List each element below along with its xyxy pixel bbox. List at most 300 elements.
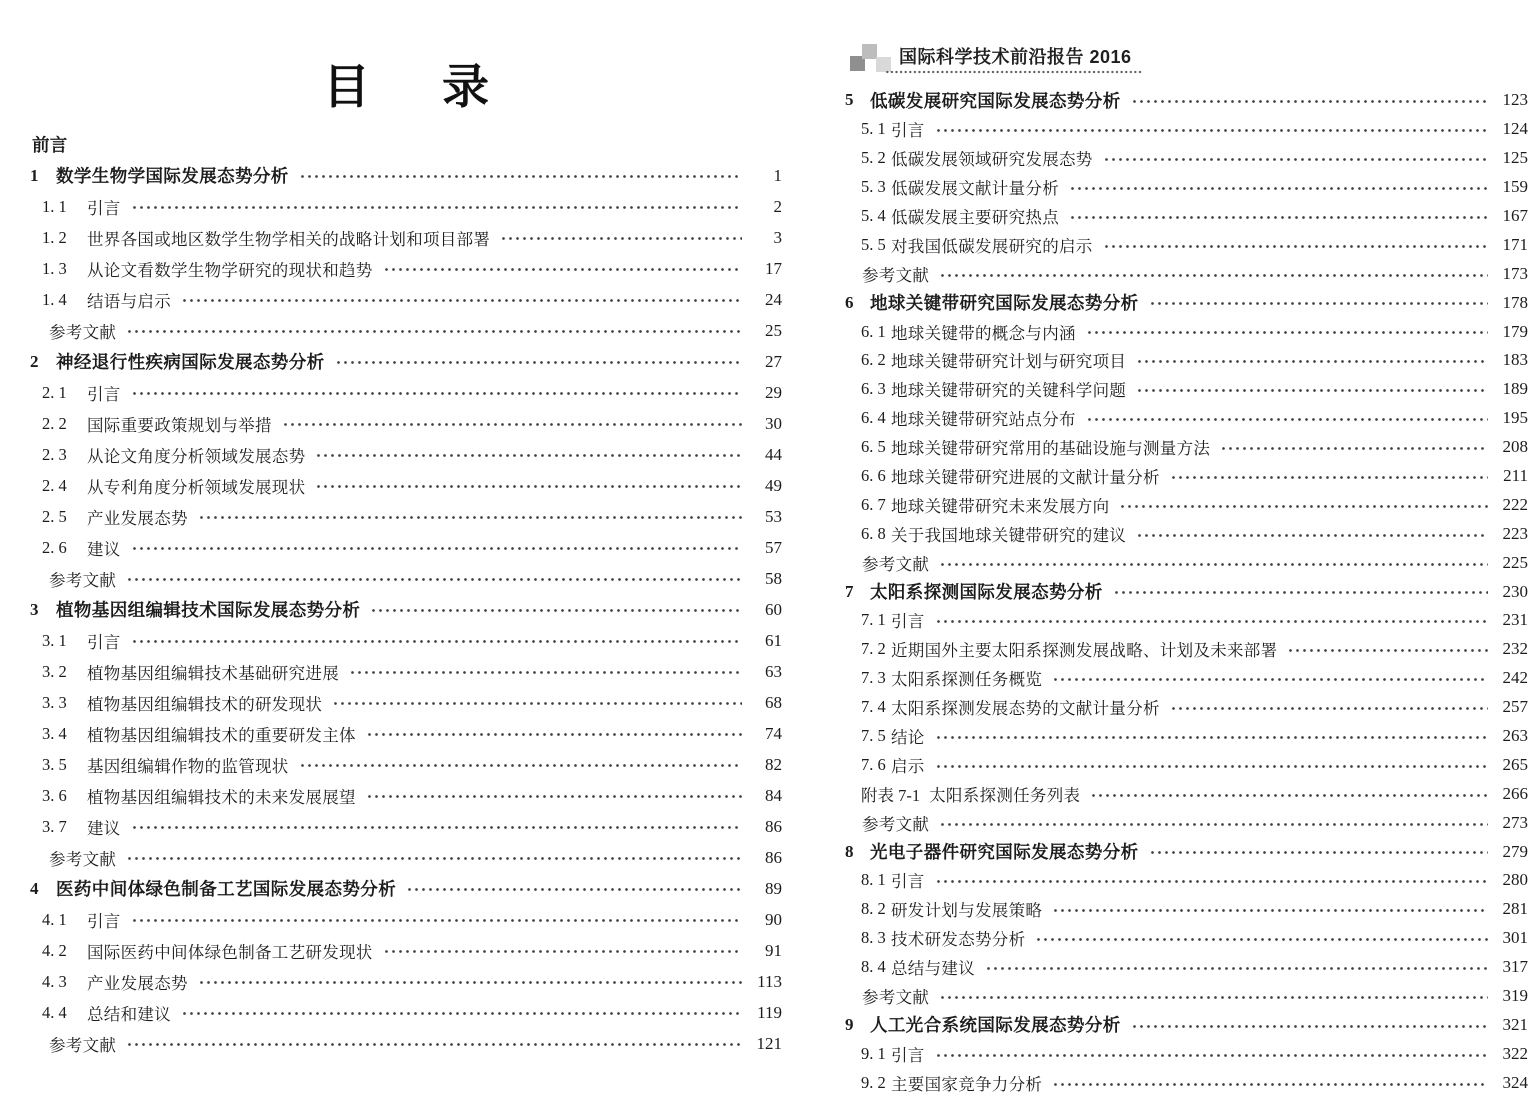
dotted-leader: [1086, 404, 1488, 433]
toc-entry: [845, 202, 1528, 231]
entry-title: 结论: [891, 728, 925, 748]
toc-entry: [845, 1068, 1528, 1097]
entry-page-number: 222: [1502, 494, 1528, 514]
entry-number: 6: [845, 292, 854, 312]
dotted-leader: [181, 997, 742, 1028]
entry-number: 7. 3: [861, 668, 886, 688]
toc-entry: [845, 750, 1528, 779]
entry-page-number: 61: [765, 630, 782, 650]
entry-number: 3. 6: [42, 785, 67, 805]
entry-title: 引言: [87, 632, 121, 652]
entry-title: 前言: [32, 135, 68, 155]
entry-number: 2. 2: [42, 413, 67, 433]
entry-page-number: 225: [1502, 552, 1528, 572]
dotted-leader: [299, 749, 742, 780]
dotted-leader: [131, 532, 742, 563]
entry-title: 关于我国地球关键带研究的建议: [891, 525, 1127, 545]
dotted-leader: [939, 259, 1488, 288]
entry-title: 从专利角度分析领域发展现状: [87, 477, 306, 497]
toc-entry: [30, 501, 782, 532]
dotted-leader: [349, 656, 742, 687]
entry-number: 5. 2: [861, 148, 886, 168]
entry-title: 地球关键带研究未来发展方向: [891, 496, 1110, 516]
entry-page-number: 24: [765, 289, 782, 309]
entry-number: 7. 5: [861, 726, 886, 746]
toc-entry: [845, 779, 1528, 808]
entry-title: 参考文献: [862, 265, 930, 285]
entry-number: 6. 5: [861, 437, 886, 457]
toc-entry: [30, 191, 782, 222]
entry-number: 7. 1: [861, 610, 886, 630]
entry-title: 地球关键带研究国际发展态势分析: [870, 293, 1139, 314]
entry-page-number: 173: [1502, 263, 1528, 283]
toc-entry: [30, 160, 782, 191]
entry-number: 6. 3: [861, 379, 886, 399]
entry-title: 医药中间体绿色制备工艺国际发展态势分析: [56, 879, 397, 899]
toc-entry: [845, 86, 1528, 115]
entry-page-number: 232: [1502, 639, 1528, 659]
entry-title: 引言: [87, 384, 121, 404]
toc-entry: [845, 693, 1528, 722]
entry-page-number: 17: [765, 258, 782, 278]
toc-entry: [30, 656, 782, 687]
toc-entry: [845, 982, 1528, 1011]
toc-entry: [845, 462, 1528, 491]
entry-title: 地球关键带的概念与内涵: [891, 323, 1076, 343]
dotted-leader: [315, 439, 742, 470]
entry-title: 参考文献: [49, 570, 117, 590]
entry-number: 3. 5: [42, 754, 67, 774]
entry-title: 植物基因组编辑技术的重要研发主体: [87, 725, 356, 745]
entry-number: 8. 2: [861, 899, 886, 919]
left-page: [30, 0, 782, 1101]
toc-entry: [30, 284, 782, 315]
entry-page-number: 91: [765, 940, 782, 960]
dotted-leader: [126, 842, 742, 873]
entry-title: 太阳系探测国际发展态势分析: [870, 582, 1103, 603]
entry-page-number: 230: [1502, 581, 1528, 601]
entry-title: 光电子器件研究国际发展态势分析: [870, 842, 1139, 863]
entry-title: 参考文献: [862, 554, 930, 574]
entry-page-number: 171: [1502, 234, 1528, 254]
entry-number: 5. 1: [861, 119, 886, 139]
entry-title: 结语与启示: [87, 291, 171, 311]
entry-page-number: 121: [756, 1033, 782, 1053]
entry-number: 9. 1: [861, 1043, 886, 1063]
toc-entry: [30, 377, 782, 408]
entry-number: 2. 6: [42, 537, 67, 557]
toc-entry: [30, 811, 782, 842]
toc-entry: [30, 315, 782, 346]
entry-number: 6. 8: [861, 523, 886, 543]
toc-entry: [30, 129, 782, 160]
entry-number: 6. 2: [861, 350, 886, 370]
dotted-leader: [366, 780, 742, 811]
entry-title: 太阳系探测任务概览: [891, 670, 1043, 690]
dotted-leader: [383, 935, 742, 966]
toc-entry: [30, 222, 782, 253]
entry-number: 1. 3: [42, 258, 67, 278]
toc-entry: [30, 873, 782, 904]
entry-title: 参考文献: [49, 849, 117, 869]
entry-title: 植物基因组编辑技术基础研究进展: [87, 663, 339, 683]
dotted-leader: [131, 191, 742, 222]
header-square-mid-icon: [862, 44, 877, 59]
entry-number: 3. 4: [42, 723, 67, 743]
entry-title: 数学生物学国际发展态势分析: [56, 166, 289, 186]
dotted-leader: [198, 501, 742, 532]
toc-entry: [845, 722, 1528, 751]
dotted-leader: [366, 718, 742, 749]
toc-entry: [30, 997, 782, 1028]
entry-number: 6. 4: [861, 408, 886, 428]
dotted-leader: [335, 346, 743, 377]
entry-title: 国际医药中间体绿色制备工艺研发现状: [87, 942, 373, 962]
entry-page-number: 1: [773, 165, 782, 185]
entry-number: 2: [30, 351, 39, 371]
entry-page-number: 74: [765, 723, 782, 743]
entry-title: 人工光合系统国际发展态势分析: [870, 1015, 1121, 1036]
entry-title: 参考文献: [862, 988, 930, 1008]
entry-number: 3. 7: [42, 816, 67, 836]
entry-title: 地球关键带研究计划与研究项目: [891, 352, 1127, 372]
right-toc-list: [845, 86, 1528, 1097]
entry-title: 参考文献: [49, 322, 117, 342]
entry-number: 4. 2: [42, 940, 67, 960]
entry-page-number: 279: [1502, 841, 1528, 861]
toc-entry: [30, 842, 782, 873]
entry-number: 9: [845, 1014, 854, 1034]
entry-page-number: 263: [1502, 726, 1528, 746]
entry-page-number: 189: [1502, 379, 1528, 399]
toc-title-char-1: 目: [323, 62, 370, 114]
entry-title: 国际重要政策规划与举措: [87, 415, 272, 435]
entry-title: 植物基因组编辑技术国际发展态势分析: [56, 600, 361, 620]
toc-entry: [845, 115, 1528, 144]
entry-page-number: 211: [1503, 466, 1528, 486]
dotted-leader: [1287, 635, 1488, 664]
dotted-leader: [181, 284, 742, 315]
dotted-leader: [131, 377, 742, 408]
toc-entry: [845, 317, 1528, 346]
entry-page-number: 280: [1502, 870, 1528, 890]
dotted-leader: [282, 408, 742, 439]
dotted-leader: [935, 750, 1488, 779]
entry-page-number: 30: [765, 413, 782, 433]
entry-title: 总结与建议: [891, 959, 975, 979]
dotted-leader: [1136, 375, 1488, 404]
entry-page-number: 242: [1502, 668, 1528, 688]
entry-number: 附表 7-1: [861, 785, 921, 805]
dotted-leader: [1170, 462, 1488, 491]
dotted-leader: [198, 966, 742, 997]
entry-number: 7. 6: [861, 754, 886, 774]
toc-entry: [30, 966, 782, 997]
toc-entry: [30, 904, 782, 935]
dotted-leader: [935, 606, 1488, 635]
toc-entry: [845, 259, 1528, 288]
entry-title: 从论文角度分析领域发展态势: [87, 446, 306, 466]
entry-number: 8: [845, 841, 854, 861]
entry-title: 引言: [87, 911, 121, 931]
dotted-leader: [1090, 779, 1488, 808]
dotted-leader: [985, 953, 1488, 982]
entry-page-number: 178: [1502, 292, 1528, 312]
entry-title: 低碳发展研究国际发展态势分析: [870, 90, 1121, 111]
toc-entry: [845, 606, 1528, 635]
toc-entry: [845, 635, 1528, 664]
entry-page-number: 123: [1502, 90, 1528, 110]
toc-entry: [845, 1039, 1528, 1068]
entry-number: 7. 4: [861, 697, 886, 717]
entry-title: 植物基因组编辑技术的研发现状: [87, 694, 323, 714]
entry-number: 3: [30, 599, 39, 619]
toc-entry: [845, 519, 1528, 548]
dotted-leader: [1069, 202, 1488, 231]
entry-page-number: 281: [1502, 899, 1528, 919]
entry-title: 引言: [891, 612, 925, 632]
entry-title: 地球关键带研究常用的基础设施与测量方法: [891, 439, 1211, 459]
dotted-leader: [1086, 317, 1488, 346]
entry-number: 1. 4: [42, 289, 67, 309]
entry-number: 3. 3: [42, 692, 67, 712]
dotted-leader: [131, 625, 742, 656]
toc-entry: [845, 808, 1528, 837]
toc-entry: [845, 866, 1528, 895]
entry-page-number: 68: [765, 692, 782, 712]
entry-title: 太阳系探测任务列表: [929, 785, 1081, 805]
entry-title: 神经退行性疾病国际发展态势分析: [56, 352, 325, 372]
entry-page-number: 223: [1502, 523, 1528, 543]
toc-entry: [845, 924, 1528, 953]
entry-page-number: 273: [1502, 812, 1528, 832]
entry-number: 5. 4: [861, 206, 886, 225]
dotted-leader: [315, 470, 742, 501]
dotted-leader: [1052, 1068, 1488, 1097]
toc-entry: [845, 664, 1528, 693]
entry-number: 4. 4: [42, 1002, 67, 1022]
toc-title-char-2: 录: [442, 62, 489, 114]
entry-title: 总结和建议: [87, 1004, 171, 1024]
entry-page-number: 86: [765, 847, 782, 867]
dotted-leader: [1119, 490, 1488, 519]
entry-title: 建议: [87, 818, 121, 838]
toc-entry: [30, 253, 782, 284]
entry-page-number: 159: [1502, 177, 1528, 197]
left-toc-list: [30, 129, 782, 1059]
report-title: 国际科学技术前沿报告 2016: [899, 47, 1132, 67]
entry-page-number: 58: [765, 568, 782, 588]
toc-entry: [30, 625, 782, 656]
dotted-leader: [1170, 693, 1488, 722]
dotted-leader: [1131, 86, 1488, 115]
right-page: [845, 0, 1528, 1101]
dotted-leader: [126, 1028, 742, 1059]
entry-page-number: 86: [765, 816, 782, 836]
entry-title: 近期国外主要太阳系探测发展战略、计划及未来部署: [891, 641, 1278, 661]
dotted-leader: [1035, 924, 1488, 953]
entry-title: 植物基因组编辑技术的未来发展展望: [87, 787, 356, 807]
dotted-leader: [383, 253, 742, 284]
entry-page-number: 3: [773, 227, 782, 247]
entry-number: 5: [845, 90, 854, 110]
dotted-leader: [1103, 230, 1488, 259]
toc-entry: [845, 1011, 1528, 1040]
entry-page-number: 49: [765, 475, 782, 495]
dotted-leader: [131, 811, 742, 842]
dotted-leader: [332, 687, 742, 718]
entry-title: 引言: [891, 1045, 925, 1065]
toc-entry: [845, 953, 1528, 982]
entry-page-number: 57: [765, 537, 782, 557]
entry-number: 6. 6: [861, 466, 886, 486]
toc-entry: [845, 895, 1528, 924]
entry-title: 产业发展态势: [87, 508, 188, 528]
toc-entry: [845, 346, 1528, 375]
entry-title: 低碳发展文献计量分析: [891, 179, 1059, 199]
entry-page-number: 301: [1502, 928, 1528, 948]
toc-entry: [30, 687, 782, 718]
entry-page-number: 195: [1502, 408, 1528, 428]
entry-title: 地球关键带研究进展的文献计量分析: [891, 468, 1160, 488]
entry-page-number: 319: [1502, 986, 1528, 1006]
entry-title: 基因组编辑作物的监管现状: [87, 756, 289, 776]
entry-title: 技术研发态势分析: [891, 930, 1026, 950]
dotted-leader: [1136, 346, 1488, 375]
dotted-leader: [1103, 144, 1488, 173]
toc-entry: [30, 346, 782, 377]
entry-number: 4. 1: [42, 909, 67, 929]
dotted-leader: [370, 594, 742, 625]
toc-entry: [30, 718, 782, 749]
entry-title: 产业发展态势: [87, 973, 188, 993]
toc-entry: [845, 230, 1528, 259]
dotted-leader: [939, 982, 1488, 1011]
toc-entry: [30, 532, 782, 563]
entry-number: 3. 1: [42, 630, 67, 650]
entry-title: 研发计划与发展策略: [891, 901, 1043, 921]
dotted-leader: [1052, 664, 1488, 693]
entry-page-number: 82: [765, 754, 782, 774]
entry-title: 引言: [891, 872, 925, 892]
dotted-leader: [935, 1039, 1488, 1068]
entry-page-number: 324: [1502, 1072, 1528, 1092]
dotted-leader: [1136, 519, 1488, 548]
toc-entry: [845, 548, 1528, 577]
entry-page-number: 167: [1502, 206, 1528, 225]
entry-number: 2. 5: [42, 506, 67, 526]
running-header: [845, 42, 1165, 82]
entry-number: 2. 3: [42, 444, 67, 464]
dotted-leader: [500, 222, 742, 253]
entry-title: 启示: [891, 756, 925, 776]
entry-number: 4: [30, 878, 39, 898]
entry-title: 引言: [87, 198, 121, 218]
dotted-leader: [1069, 173, 1488, 202]
toc-entry: [30, 594, 782, 625]
dotted-leader: [935, 866, 1488, 895]
dotted-leader: [935, 115, 1488, 144]
entry-number: 8. 1: [861, 870, 886, 890]
toc-entry: [30, 563, 782, 594]
dotted-leader: [1149, 837, 1489, 866]
entry-title: 引言: [891, 121, 925, 141]
entry-page-number: 27: [765, 351, 782, 371]
toc-entry: [845, 577, 1528, 606]
toc-entry: [845, 144, 1528, 173]
entry-page-number: 90: [765, 909, 782, 929]
entry-page-number: 119: [757, 1002, 782, 1022]
entry-title: 低碳发展主要研究热点: [891, 208, 1059, 227]
entry-number: 8. 4: [861, 957, 886, 977]
toc-entry: [30, 470, 782, 501]
entry-number: 2. 4: [42, 475, 67, 495]
entry-page-number: 231: [1502, 610, 1528, 630]
entry-page-number: 322: [1502, 1043, 1528, 1063]
header-dotted-underline: [885, 69, 1143, 75]
entry-page-number: 60: [765, 599, 782, 619]
entry-page-number: 265: [1502, 754, 1528, 774]
toc-entry: [845, 404, 1528, 433]
dotted-leader: [131, 904, 742, 935]
entry-title: 低碳发展领域研究发展态势: [891, 150, 1093, 170]
toc-entry: [30, 1028, 782, 1059]
dotted-leader: [1052, 895, 1488, 924]
entry-number: 1. 1: [42, 196, 67, 216]
entry-page-number: 317: [1502, 957, 1528, 977]
dotted-leader: [299, 160, 742, 191]
entry-page-number: 89: [765, 878, 782, 898]
entry-page-number: 321: [1502, 1014, 1528, 1034]
entry-title: 建议: [87, 539, 121, 559]
toc-entry: [30, 935, 782, 966]
entry-page-number: 29: [765, 382, 782, 402]
entry-page-number: 25: [765, 320, 782, 340]
entry-number: 5. 5: [861, 234, 886, 254]
dotted-leader: [126, 563, 742, 594]
entry-page-number: 179: [1502, 321, 1528, 341]
entry-title: 地球关键带研究站点分布: [891, 410, 1076, 430]
entry-number: 8. 3: [861, 928, 886, 948]
entry-page-number: 125: [1502, 148, 1528, 168]
entry-number: 3. 2: [42, 661, 67, 681]
entry-number: 9. 2: [861, 1072, 886, 1092]
page-title: [30, 50, 782, 117]
toc-entry: [30, 780, 782, 811]
dotted-leader: [935, 722, 1488, 751]
entry-page-number: 124: [1502, 119, 1528, 139]
entry-title: 主要国家竞争力分析: [891, 1074, 1043, 1094]
entry-page-number: 63: [765, 661, 782, 681]
entry-title: 参考文献: [49, 1035, 117, 1055]
toc-entry: [845, 375, 1528, 404]
toc-entry: [845, 288, 1528, 317]
toc-entry: [30, 408, 782, 439]
dotted-leader: [1220, 433, 1488, 462]
entry-page-number: 53: [765, 506, 782, 526]
entry-number: 2. 1: [42, 382, 67, 402]
entry-number: 7: [845, 581, 854, 601]
entry-title: 参考文献: [862, 814, 930, 834]
entry-number: 6. 1: [861, 321, 886, 341]
dotted-leader: [406, 873, 742, 904]
toc-entry: [845, 837, 1528, 866]
entry-page-number: 257: [1502, 697, 1528, 717]
toc-entry: [845, 490, 1528, 519]
entry-title: 太阳系探测发展态势的文献计量分析: [891, 699, 1160, 719]
dotted-leader: [939, 808, 1488, 837]
entry-title: 对我国低碳发展研究的启示: [891, 236, 1093, 256]
